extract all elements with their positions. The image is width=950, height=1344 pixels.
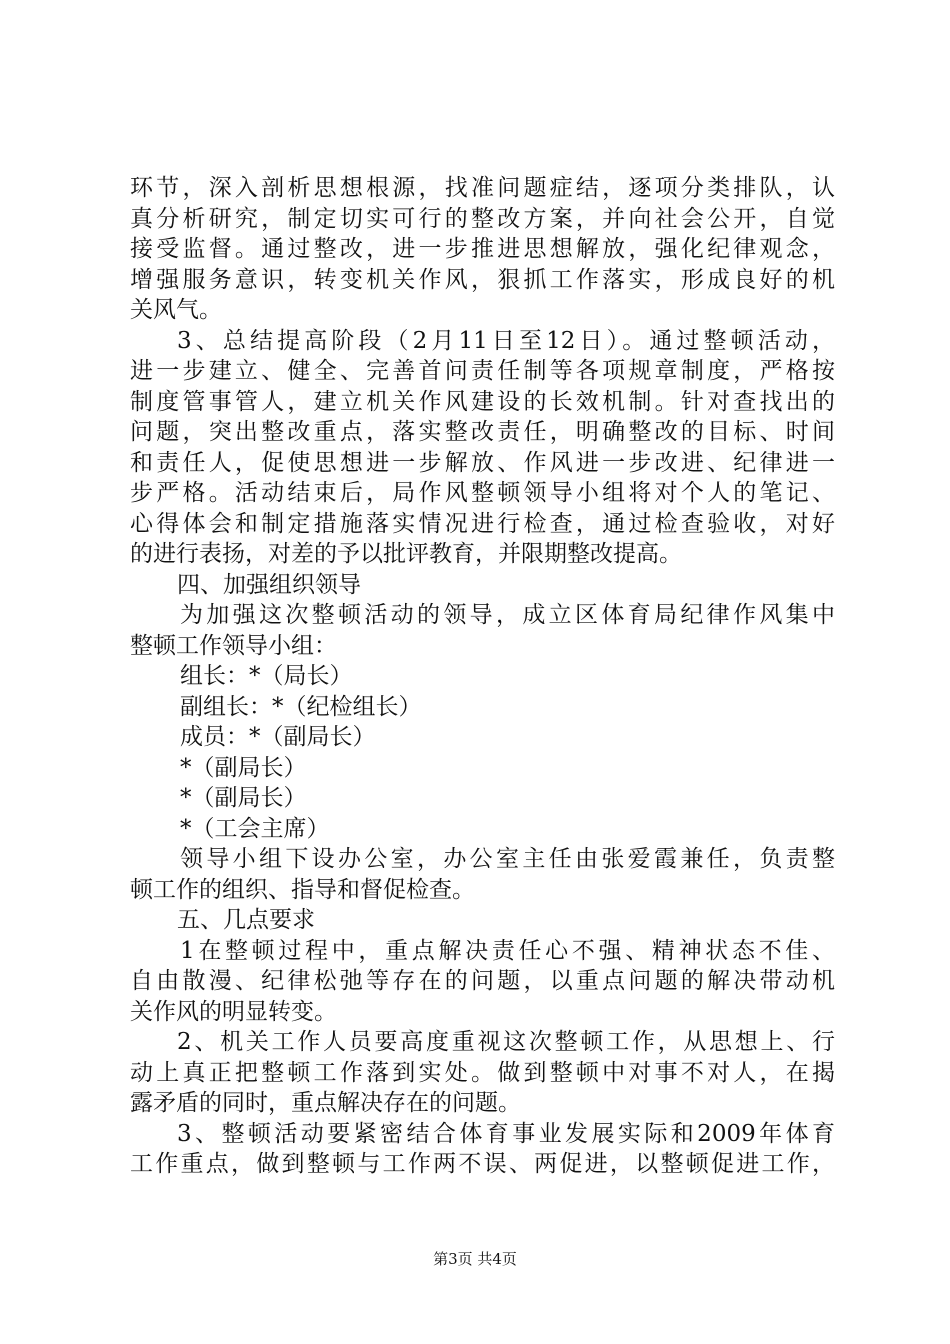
text-line: 为加强这次整顿活动的领导，成立区体育局纪律作风集中 xyxy=(180,602,835,628)
text-line: 真分析研究，制定切实可行的整改方案，并向社会公开，自觉 xyxy=(130,205,835,232)
text-line: 的进行表扬，对差的予以批评教育，并限期整改提高。 xyxy=(130,541,682,567)
document-body xyxy=(130,173,835,1180)
member-line: 成员：*（副局长） xyxy=(180,724,376,750)
text-line: 自由散漫、纪律松弛等存在的问题，以重点问题的解决带动机 xyxy=(130,968,835,994)
text-line: 问题，突出整改重点，落实整改责任，明确整改的目标、时间 xyxy=(130,419,835,445)
text-line: 制度管事管人，建立机关作风建设的长效机制。针对查找出的 xyxy=(130,388,835,415)
text-line: 顿工作的组织、指导和督促检查。 xyxy=(130,876,475,903)
text-line: 工作重点，做到整顿与工作两不误、两促进，以整顿促进工作， xyxy=(130,1151,835,1177)
text-line: 和责任人，促使思想进一步解放、作风进一步改进、纪律进一 xyxy=(130,449,835,476)
text-line: 关作风的明显转变。 xyxy=(130,998,337,1025)
text-line: 关风气。 xyxy=(130,297,222,323)
member-line: *（副局长） xyxy=(180,754,307,781)
text-line: 接受监督。通过整改，进一步推进思想解放，强化纪律观念， xyxy=(130,236,835,262)
text-line: 领导小组下设办公室，办公室主任由张爱霞兼任，负责整 xyxy=(180,846,835,872)
member-line: *（工会主席） xyxy=(180,815,330,842)
text-line: 1在整顿过程中，重点解决责任心不强、精神状态不佳、 xyxy=(180,937,835,964)
text-line: 增强服务意识，转变机关作风，狠抓工作落实，形成良好的机 xyxy=(130,266,835,293)
text-line: 环节，深入剖析思想根源，找准问题症结，逐项分类排队，认 xyxy=(130,175,835,201)
text-line: 整顿工作领导小组： xyxy=(130,632,337,659)
text-line: 动上真正把整顿工作落到实处。做到整顿中对事不对人，在揭 xyxy=(130,1059,835,1086)
member-line: 组长：*（局长） xyxy=(180,663,353,689)
text-line: 3、整顿活动要紧密结合体育事业发展实际和2009年体育 xyxy=(177,1120,835,1147)
text-line: 进一步建立、健全、完善首问责任制等各项规章制度，严格按 xyxy=(130,358,835,384)
text-line: 步严格。活动结束后，局作风整顿领导小组将对个人的笔记、 xyxy=(130,480,835,506)
section-heading: 四、加强组织领导 xyxy=(177,571,361,598)
member-line: 副组长：*（纪检组长） xyxy=(180,693,422,720)
section-heading: 五、几点要求 xyxy=(177,907,315,933)
text-line: 2、机关工作人员要高度重视这次整顿工作，从思想上、行 xyxy=(177,1029,835,1055)
text-line: 心得体会和制定措施落实情况进行检查，通过检查验收，对好 xyxy=(130,510,835,537)
text-line: 3、总结提高阶段（2月11日至12日）。通过整顿活动， xyxy=(177,327,835,354)
page-number: 第3页 共4页 xyxy=(433,1250,517,1268)
member-line: *（副局长） xyxy=(180,785,307,811)
text-line: 露矛盾的同时，重点解决存在的问题。 xyxy=(130,1090,521,1116)
